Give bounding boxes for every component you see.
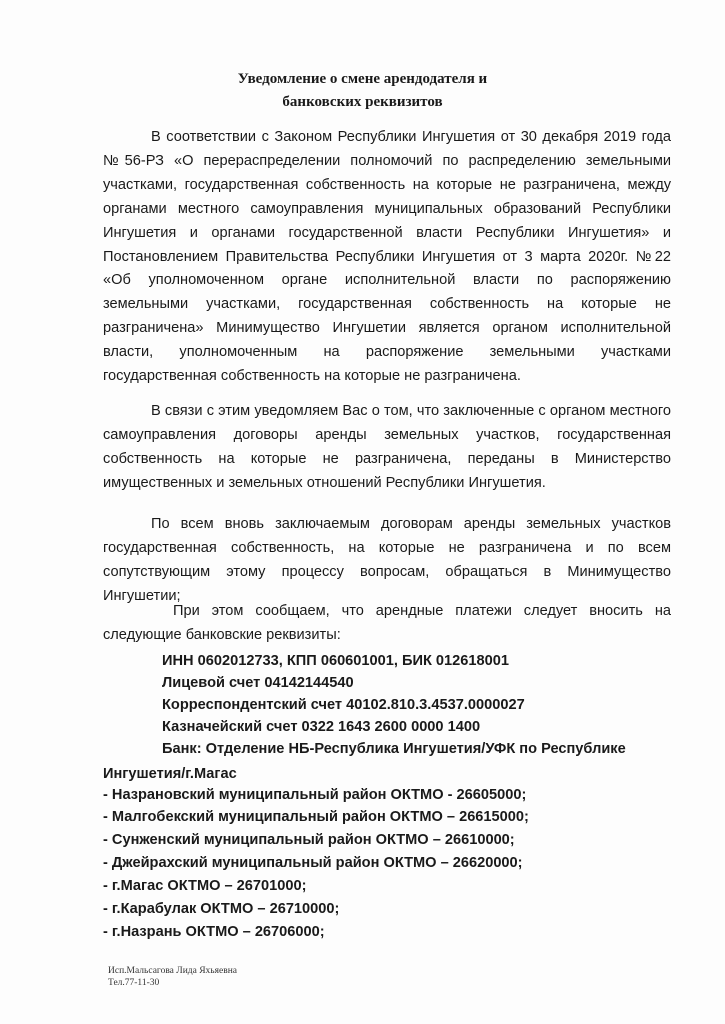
paragraph-new-contracts: По всем вновь заключаемым договорам аренды земельных участков государственная собственность, на которые не разграничена и по всем сопутствующим этому процессу вопросам, обращаться в Минимущество Ингушетии; <box>103 516 671 604</box>
requisite-correspondent-account: Корреспондентский счет 40102.810.3.4537.0000027 <box>162 697 525 713</box>
paragraph-contracts-transferred: В связи с этим уведомляем Вас о том, что заключенные с органом местного самоуправления договоры аренды земельных участков, государственная собственность на которые не разграничена, переданы в Министерство имущественных и земельных отношений Республики Ингушетия. <box>103 403 671 491</box>
requisite-personal-account: Лицевой счет 04142144540 <box>162 675 354 691</box>
footer-phone: Тел.77-11-30 <box>108 978 160 988</box>
district-item: - Назрановский муниципальный район ОКТМО - 26605000; <box>103 787 527 803</box>
paragraph-legal-basis: В соответствии с Законом Республики Ингушетия от 30 декабря 2019 года №56-РЗ «О перераспределении полномочий по распределению земельными участками, государственная собственность на которые не разграничена, между органами местного самоуправления муниципальных образований Республики Ингушетия и органами государственной власти Республики Ингушетия» и Постановлением Правительства Республики Ингушетия от 3 марта 2020г. №22 «Об уполномоченном органе исполнительной власти по распоряжению земельными участками, государственная собственность на которые не разграничена» Минимущество Ингушетии является органом исполнительной власти, уполномоченным на распоряжение земельными участками государственная собственность на которые не разграничена. <box>103 129 671 385</box>
district-item: - Сунженский муниципальный район ОКТМО – 26610000; <box>103 832 515 848</box>
bank-name: Банк: Отделение НБ-Республика Ингушетия/УФК по Республике Ингушетия/г.Магас <box>103 741 626 782</box>
district-item: - Малгобекский муниципальный район ОКТМО – 26615000; <box>103 809 529 825</box>
district-item: - г.Назрань ОКТМО – 26706000; <box>103 924 325 940</box>
document-title-line-2: банковских реквизитов <box>282 94 443 110</box>
district-item: - г.Магас ОКТМО – 26701000; <box>103 878 307 894</box>
requisite-treasury-account: Казначейский счет 0322 1643 2600 0000 1400 <box>162 719 481 735</box>
document-title-line-1: Уведомление о смене арендодателя и <box>237 71 488 87</box>
paragraph-payment-intro: При этом сообщаем, что арендные платежи следует вносить на следующие банковские реквизиты: <box>103 603 671 643</box>
requisite-inn-kpp-bik: ИНН 0602012733, КПП 060601001, БИК 012618001 <box>162 653 509 669</box>
district-item: - г.Карабулак ОКТМО – 26710000; <box>103 901 340 917</box>
footer-executor: Исп.Мальсагова Лида Яхьяевна <box>108 966 238 976</box>
district-item: - Джейрахский муниципальный район ОКТМО – 26620000; <box>103 855 523 871</box>
